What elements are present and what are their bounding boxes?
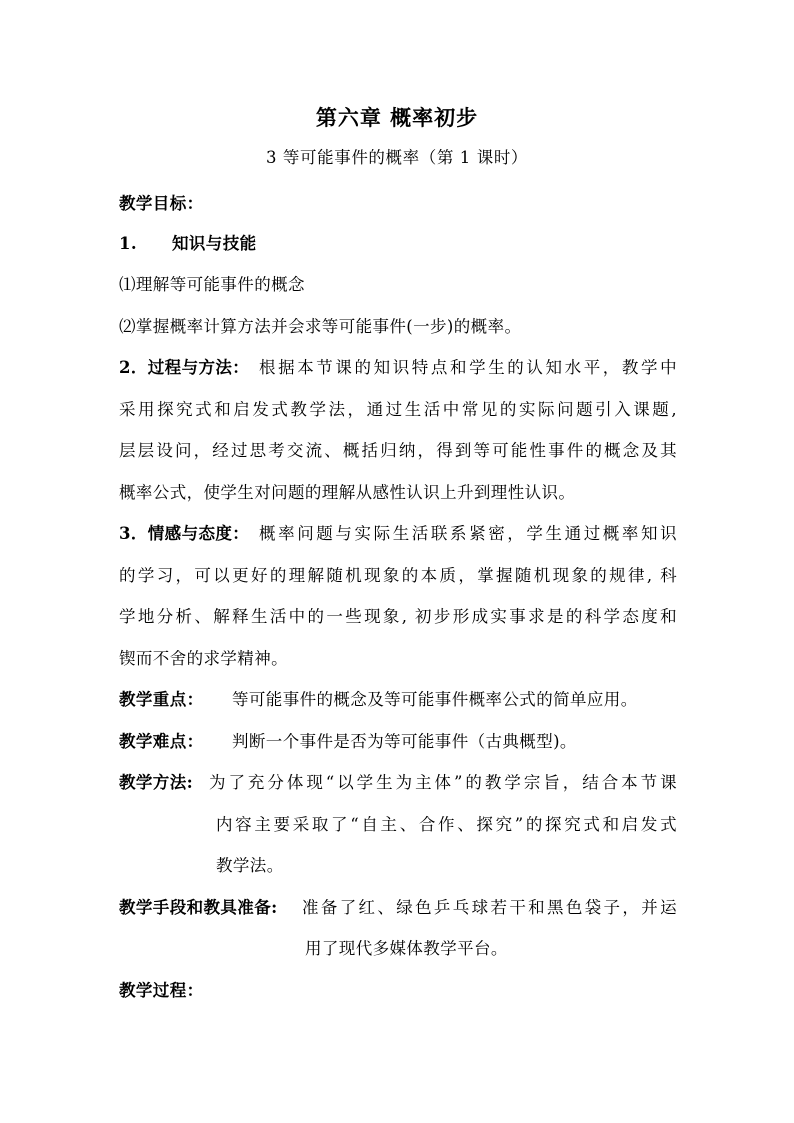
means-label: 教学手段和教具准备:: [119, 898, 278, 917]
method-line-2: 内容主要采取了“自主、合作、探究”的探究式和启发式: [216, 815, 677, 834]
key-point-label: 教学重点：: [119, 690, 204, 709]
knowledge-item-1: ⑴理解等可能事件的概念: [119, 275, 305, 294]
process-line-1: 根据本节课的知识特点和学生的认知水平，教学中: [259, 358, 677, 377]
knowledge-label: 知识与技能: [172, 234, 257, 253]
lesson-subtitle: 3 等可能事件的概率（第 1 课时）: [265, 148, 529, 167]
emotion-line-3: 学地分析、解释生活中的一些现象, 初步形成实事求是的科学态度和: [119, 607, 677, 626]
difficulty-text: 判断一个事件是否为等可能事件（古典概型)。: [232, 732, 577, 751]
process-line-3: 层层设问，经过思考交流、概括归纳，得到等可能性事件的概念及其: [119, 441, 677, 460]
process-heading: 教学过程：: [119, 981, 204, 1000]
process-line-4: 概率公式，使学生对问题的理解从感性认识上升到理性认识。: [119, 483, 576, 502]
means-line-1: 准备了红、绿色乒乓球若干和黑色袋子，并运: [302, 898, 677, 917]
method-line-3: 教学法。: [216, 856, 284, 875]
emotion-line-2: 的学习，可以更好的理解随机现象的本质，掌握随机现象的规律, 科: [119, 566, 677, 585]
objectives-heading: 教学目标：: [119, 194, 204, 213]
method-label: 教学方法:: [119, 773, 194, 792]
knowledge-number: 1.: [119, 234, 138, 253]
process-label: 2．过程与方法：: [119, 358, 250, 377]
emotion-line-4: 锲而不舍的求学精神。: [119, 649, 288, 668]
method-line-1: 为了充分体现“以学生为主体”的教学宗旨，结合本节课: [209, 773, 677, 792]
key-point-text: 等可能事件的概念及等可能事件概率公式的简单应用。: [232, 690, 638, 709]
process-line-2: 采用探究式和启发式教学法，通过生活中常见的实际问题引入课题,: [119, 400, 677, 419]
emotion-label: 3．情感与态度：: [119, 524, 250, 543]
emotion-line-1: 概率问题与实际生活联系紧密，学生通过概率知识: [259, 524, 677, 543]
means-line-2: 用了现代多媒体教学平台。: [305, 939, 508, 958]
difficulty-label: 教学难点：: [119, 732, 204, 751]
knowledge-item-2: ⑵掌握概率计算方法并会求等可能事件(一步)的概率。: [119, 317, 522, 336]
chapter-title: 第六章 概率初步: [315, 105, 479, 130]
